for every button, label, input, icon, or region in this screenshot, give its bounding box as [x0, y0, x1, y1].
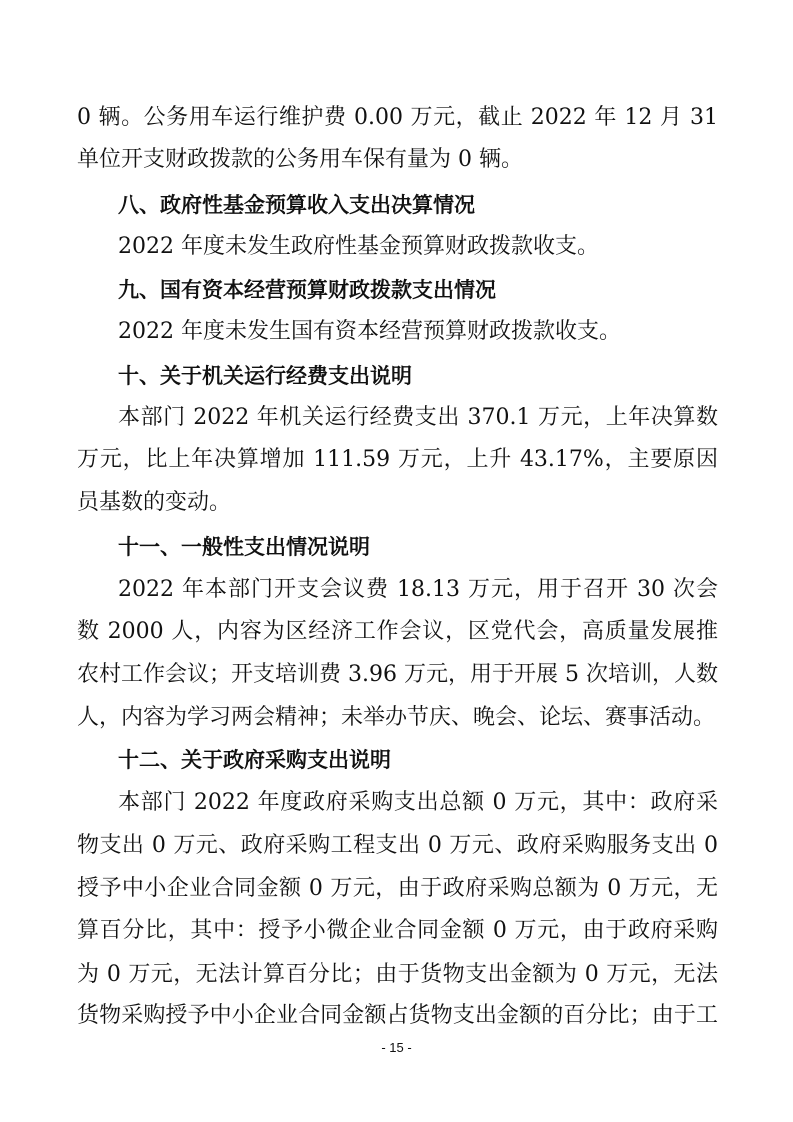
body-line: 2022 年度未发生政府性基金预算财政拨款收支。	[118, 234, 599, 259]
body-line: 2022 年度未发生国有资本经营预算财政拨款收支。	[118, 319, 621, 344]
section-heading-8: 八、政府性基金预算收入支出决算情况	[118, 193, 475, 217]
section-heading-12: 十二、关于政府采购支出说明	[118, 748, 391, 772]
body-line: 物支出 0 万元、政府采购工程支出 0 万元、政府采购服务支出 0	[77, 833, 718, 858]
body-line: 人，内容为学习两会精神；未举办节庆、晚会、论坛、赛事活动。	[77, 705, 716, 730]
section-heading-9: 九、国有资本经营预算财政拨款支出情况	[118, 278, 496, 302]
body-line: 为 0 万元，无法计算百分比；由于货物支出金额为 0 万元，无法	[77, 962, 718, 987]
body-line: 货物采购授予中小企业合同金额占货物支出金额的百分比；由于工	[77, 1003, 718, 1028]
body-line: 农村工作会议；开支培训费 3.96 万元，用于开展 5 次培训，人数	[77, 662, 718, 687]
section-heading-10: 十、关于机关运行经费支出说明	[118, 364, 412, 388]
body-line: 授予中小企业合同金额 0 万元，由于政府采购总额为 0 万元，无	[77, 876, 718, 901]
body-line: 万元，比上年决算增加 111.59 万元，上升 43.17%，主要原因	[77, 447, 718, 472]
body-line: 本部门 2022 年度政府采购支出总额 0 万元，其中：政府采	[118, 790, 718, 815]
body-line: 2022 年本部门开支会议费 18.13 万元，用于召开 30 次会	[118, 577, 718, 602]
section-heading-11: 十一、一般性支出情况说明	[118, 535, 370, 559]
body-line: 数 2000 人，内容为区经济工作会议，区党代会，高质量发展推	[77, 619, 718, 644]
body-line: 员基数的变动。	[77, 490, 232, 515]
body-line: 算百分比，其中：授予小微企业合同金额 0 万元，由于政府采购	[77, 918, 718, 943]
body-line: 本部门 2022 年机关运行经费支出 370.1 万元，上年决算数	[118, 405, 718, 430]
page-number: - 15 -	[381, 1040, 412, 1055]
body-line: 0 辆。公务用车运行维护费 0.00 万元，截止 2022 年 12 月 31	[77, 105, 718, 130]
body-line: 单位开支财政拨款的公务用车保有量为 0 辆。	[77, 147, 523, 172]
